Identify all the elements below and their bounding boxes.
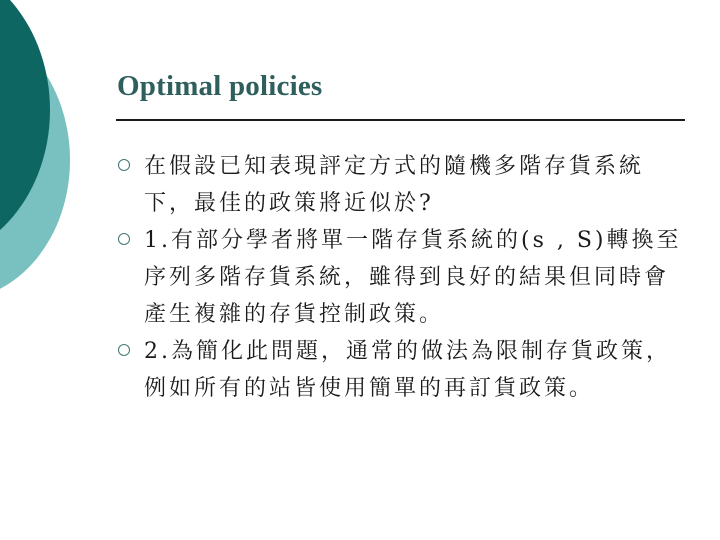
- bullet-item: [118, 148, 688, 222]
- hollow-circle-bullet-icon: [118, 233, 130, 245]
- slide-title: Optimal policies: [117, 70, 323, 102]
- bullet-item: [118, 222, 688, 333]
- hollow-circle-bullet-icon: [118, 344, 130, 356]
- hollow-circle-bullet-icon: [118, 159, 130, 171]
- bullet-text: 在假設已知表現評定方式的隨機多階存貨系統下，最佳的政策將近似於?: [144, 154, 645, 216]
- bullet-list: [118, 148, 688, 407]
- bullet-item: [118, 333, 688, 407]
- bullet-text: 2.為簡化此問題，通常的做法為限制存貨政策，例如所有的站皆使用簡單的再訂貨政策。: [144, 339, 671, 401]
- title-divider: [116, 119, 685, 121]
- bullet-text: 1.有部分學者將單一階存貨系統的(s , S)轉換至序列多階存貨系統，雖得到良好的結果但同時會產生複雜的存貨控制政策。: [144, 228, 682, 327]
